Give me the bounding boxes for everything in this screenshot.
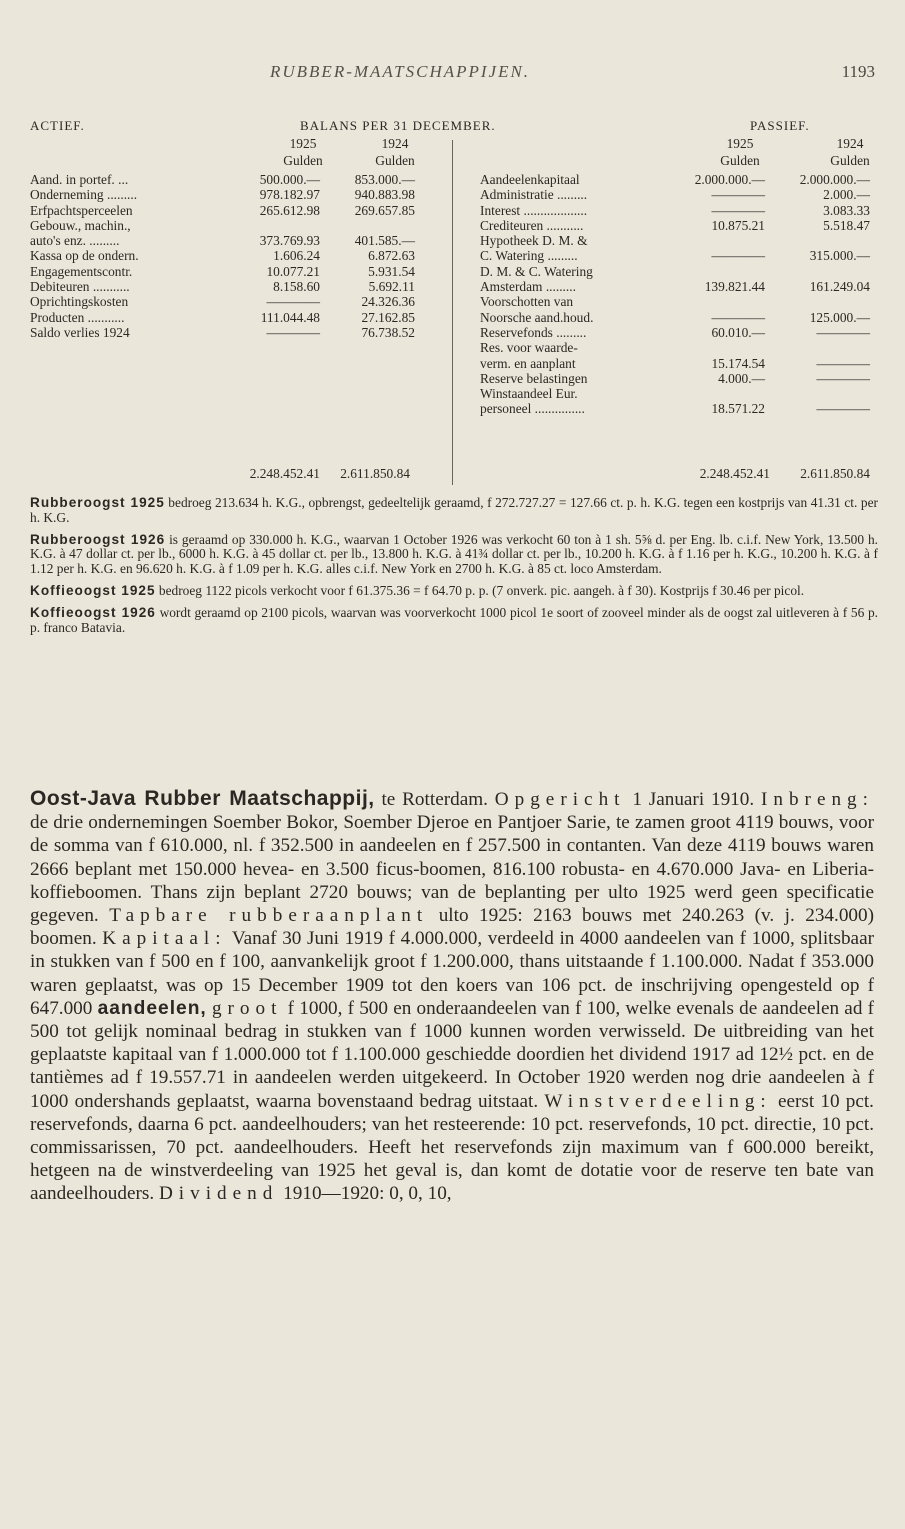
value-1924: ————	[816, 324, 870, 340]
entry-text: 1 Januari 1910.	[625, 789, 761, 810]
value-1924: 161.249.04	[809, 279, 870, 295]
value-1925: 373.769.93	[259, 233, 320, 249]
balance-row	[480, 172, 880, 187]
currency-header: Gulden	[720, 153, 760, 168]
entry-text: Vanaf 30 Juni 1919 f 4.000.000, verdeeld in 4000 aandeelen van f 1000, splitsbaar in stukken van f 500 en f 100, aanvankelijk groot f 1.200.000, thans uitstaande f 1.100.000. Nadat f 353.000 waren geplaatst, was op 15 December 1909 tot den koers van 106 pct. de inschrijving opengesteld op f 647.000	[30, 928, 874, 1019]
page-number: 1193	[841, 62, 875, 81]
value-1924: 125.000.—	[809, 309, 870, 325]
balance-row	[30, 248, 450, 263]
value-1925: ————	[711, 309, 765, 325]
balance-row	[480, 340, 880, 355]
value-1925: 10.875.21	[711, 217, 765, 233]
balance-row	[480, 325, 880, 340]
passief-column	[480, 172, 880, 417]
balance-row	[30, 218, 450, 233]
value-1925: 1.606.24	[273, 248, 320, 264]
value-1925: 18.571.22	[711, 401, 765, 417]
entry-text: ulto 1925: 2163 bouws met 240.263 (v. j. 234.000) boomen.	[30, 905, 874, 950]
value-1924: 315.000.—	[809, 248, 870, 264]
row-label: Onderneming .........	[30, 187, 138, 203]
value-1924: 5.931.54	[368, 263, 415, 279]
value-1925: ————	[266, 324, 320, 340]
note-paragraph	[30, 584, 878, 599]
row-label: Reservefonds .........	[480, 324, 587, 340]
balance-row	[480, 356, 880, 371]
value-1925: 265.612.98	[259, 202, 320, 218]
value-1925: 8.158.60	[273, 279, 320, 295]
currency-header: Gulden	[375, 153, 415, 168]
row-label: Voorschotten van	[480, 294, 574, 310]
row-label: personeel ...............	[480, 401, 585, 417]
total-actief-1925: 2.248.452.41	[249, 466, 320, 481]
entry-text: te Rotterdam.	[374, 789, 495, 810]
balance-row	[480, 310, 880, 325]
value-1925: 139.821.44	[704, 279, 765, 295]
entry-text: eerst 10 pct. reservefonds, daarna 6 pct. aandeelhouders; van het resteerende: 10 pct. reservefonds, 10 pct. directie, 10 pct. commissarissen, 70 pct. aandeelhouders. Heeft het reservefonds zijn maximum van f 600.000 bereikt, hetgeen na de winstverdeeling van 1925 het geval is, dan komt de dotatie voor de reserve ten bate van aandeelhouders.	[30, 1090, 874, 1205]
value-1924: 940.883.98	[354, 187, 415, 203]
keyword: Dividend	[158, 1183, 279, 1205]
row-label: Res. voor waarde-	[480, 340, 578, 356]
value-1925: 4.000.—	[718, 370, 765, 386]
balance-row	[480, 279, 880, 294]
balance-row	[480, 187, 880, 202]
entry-text: 1910—1920: 0, 0, 10,	[278, 1183, 452, 1205]
value-1925: 978.182.97	[259, 187, 320, 203]
row-label: D. M. & C. Watering	[480, 263, 593, 279]
note-text: bedroeg 213.634 h. K.G., opbrengst, gedeeltelijk geraamd, f 272.727.27 = 127.66 ct. p. h. K.G. tegen een kostprijs van 41.31 ct. per h. K.G.	[30, 495, 879, 525]
balance-row	[30, 279, 450, 294]
balance-row	[480, 218, 880, 233]
note-lead: Koffieoogst 1926	[30, 604, 156, 620]
passief-heading: PASSIEF.	[750, 118, 810, 133]
keyword: Kapitaal:	[102, 928, 227, 950]
company-entry	[30, 787, 874, 1206]
actief-column	[30, 172, 450, 340]
balance-row	[480, 248, 880, 263]
value-1924: 269.657.85	[354, 202, 415, 218]
row-label: Crediteuren ...........	[480, 217, 584, 233]
year-header: 1924	[836, 136, 864, 151]
keyword: Winstverdeeling:	[544, 1090, 772, 1112]
value-1925: ————	[711, 187, 765, 203]
value-1924: 6.872.63	[368, 248, 415, 264]
balance-row	[30, 203, 450, 218]
value-1924: ————	[816, 355, 870, 371]
row-label: Hypotheek D. M. &	[480, 233, 588, 249]
keyword: Inbreng:	[760, 789, 874, 810]
row-label: Administratie .........	[480, 187, 588, 203]
row-label: Interest ...................	[480, 202, 588, 218]
entry-text: de drie ondernemingen Soember Bokor, Soember Djeroe en Pantjoer Sarie, te zamen groot 4119 bouws, voor de somma van f 610.000, nl. f 352.500 in aandeelen en f 257.500 in contanten. Van deze 4119 bouws waren 2666 beplant met 150.000 hevea- en 3.500 ficus-boomen, 816.100 robusta- en 4.670.000 Java- en Liberia-koffieboomen. Thans zijn beplant 2720 bouws; van de beplanting per ulto 1925 werd geen specificatie gegeven.	[30, 812, 874, 927]
actief-heading: ACTIEF.	[30, 118, 85, 133]
note-text: bedroeg 1122 picols verkocht voor f 61.375.36 = f 64.70 p. p. (7 onverk. pic. aangeh. à f 30). Kostprijs f 30.46 per picol.	[155, 582, 805, 598]
row-label: C. Watering .........	[480, 248, 578, 264]
row-label: Saldo verlies 1924	[30, 324, 130, 340]
keyword: Opgericht	[494, 789, 626, 810]
balance-row	[30, 310, 450, 325]
balance-row	[480, 401, 880, 416]
row-label: verm. en aanplant	[480, 355, 576, 371]
balance-row	[480, 371, 880, 386]
row-label: Aandeelenkapitaal	[480, 172, 580, 187]
balans-heading: BALANS PER 31 DECEMBER.	[300, 118, 496, 133]
note-text: wordt geraamd op 2100 picols, waarvan was voorverkocht 1000 picol 1e soort of zooveel minder als de oogst zal uitleveren à f 56 p. p. franco Batavia.	[30, 604, 878, 635]
note-lead: Rubberoogst 1926	[30, 531, 166, 547]
entry-paragraph	[30, 787, 874, 1206]
value-1925: ————	[711, 202, 765, 218]
value-1924: ————	[816, 401, 870, 417]
currency-header: Gulden	[830, 153, 870, 168]
note-paragraph	[30, 496, 878, 526]
balance-row	[30, 233, 450, 248]
row-label: auto's enz. .........	[30, 233, 120, 249]
row-label: Gebouw., machin.,	[30, 217, 131, 233]
value-1924: 401.585.—	[354, 233, 415, 249]
balance-row	[480, 294, 880, 309]
value-1925: 60.010.—	[711, 324, 765, 340]
note-lead: Rubberoogst 1925	[30, 495, 165, 510]
total-actief-1924: 2.611.850.84	[340, 466, 410, 481]
balance-row	[30, 325, 450, 340]
running-title: RUBBER-MAATSCHAPPIJEN.	[270, 62, 531, 81]
balance-row	[480, 386, 880, 401]
harvest-notes	[30, 496, 878, 642]
value-1924: 76.738.52	[361, 324, 415, 340]
value-1924: 2.000.000.—	[799, 172, 870, 187]
note-paragraph	[30, 606, 878, 636]
total-passief-1924: 2.611.850.84	[800, 466, 870, 481]
value-1924: 24.326.36	[361, 294, 415, 310]
row-label: Kassa op de ondern.	[30, 248, 139, 264]
value-1925: 15.174.54	[711, 355, 765, 371]
year-header: 1925	[289, 136, 317, 151]
balance-row	[30, 294, 450, 309]
row-label: Engagementscontr.	[30, 263, 133, 279]
column-divider	[452, 140, 453, 485]
keyword: groot	[211, 997, 283, 1019]
row-label: Reserve belastingen	[480, 370, 588, 386]
value-1924: ————	[816, 370, 870, 386]
balance-row	[30, 187, 450, 202]
note-paragraph	[30, 533, 878, 577]
value-1925: ————	[711, 248, 765, 264]
currency-header: Gulden	[283, 153, 323, 168]
value-1925: 111.044.48	[260, 309, 320, 325]
value-1925: ————	[266, 294, 320, 310]
note-lead: Koffieoogst 1925	[30, 582, 156, 598]
row-label: Oprichtingskosten	[30, 294, 129, 310]
value-1925: 10.077.21	[266, 263, 320, 279]
value-1924: 5.692.11	[368, 279, 415, 295]
value-1925: 500.000.—	[259, 172, 320, 187]
row-label: Debiteuren ...........	[30, 279, 130, 295]
row-label: Noorsche aand.houd.	[480, 309, 594, 325]
row-label: Aand. in portef. ...	[30, 172, 129, 187]
balance-row	[30, 172, 450, 187]
row-label: Producten ...........	[30, 309, 125, 325]
note-text: is geraamd op 330.000 h. K.G., waarvan 1 October 1926 was verkocht 60 ton à 1 sh. 5⅝ d. per Eng. lb. c.i.f. New York, 13.500 h. K.G. à 47 dollar ct. per lb., 6000 h. K.G. à 45 dollar ct. per lb., 13.800 h. K.G. à 41¾ dollar ct. per lb., 10.200 h. K.G. à f 1.16 per h. K.G., 10.200 h. K.G. à f 1.12 per h. K.G. en 96.620 h. K.G. à f 1.09 per h. K.G. alles c.i.f. New York en 2700 h. K.G. à 85 ct. loco Amsterdam.	[30, 531, 878, 577]
company-name: Oost-Java Rubber Maatschappij,	[30, 787, 375, 810]
balance-row	[30, 264, 450, 279]
value-1925: 2.000.000.—	[694, 172, 765, 187]
entry-text: f 1000, f 500 en onderaandeelen van f 100, welke evenals de aandeelen ad f 500 tot gelijk nominaal bedrag in stukken van f 1000 kunnen worden verwisseld. De uitbreiding van het geplaatste kapitaal van f 1.000.000 tot f 1.100.000 geschiedde doordien het dividend 1917 ad 12½ pct. en de tantièmes ad f 19.557.71 in aandeelen werden uitgekeerd. In October 1920 werden nog drie aandeelen à f 1000 ondershands geplaatst, waarna bovenstaand bedrag uitstaat.	[30, 997, 875, 1112]
year-header: 1925	[726, 136, 754, 151]
value-1924: 3.083.33	[823, 202, 870, 218]
balance-row	[480, 264, 880, 279]
row-label: Amsterdam .........	[480, 279, 576, 295]
value-1924: 2.000.—	[823, 187, 870, 203]
keyword: aandeelen,	[97, 997, 207, 1019]
row-label: Erfpachtsperceelen	[30, 202, 133, 218]
total-passief-1925: 2.248.452.41	[699, 466, 770, 481]
value-1924: 27.162.85	[361, 309, 415, 325]
running-header	[0, 62, 905, 86]
value-1924: 5.518.47	[823, 217, 870, 233]
value-1924: 853.000.—	[354, 172, 415, 187]
keyword: Tapbare rubberaanplant	[109, 905, 429, 927]
year-header: 1924	[381, 136, 409, 151]
balance-row	[480, 203, 880, 218]
row-label: Winstaandeel Eur.	[480, 386, 578, 402]
balance-row	[480, 233, 880, 248]
